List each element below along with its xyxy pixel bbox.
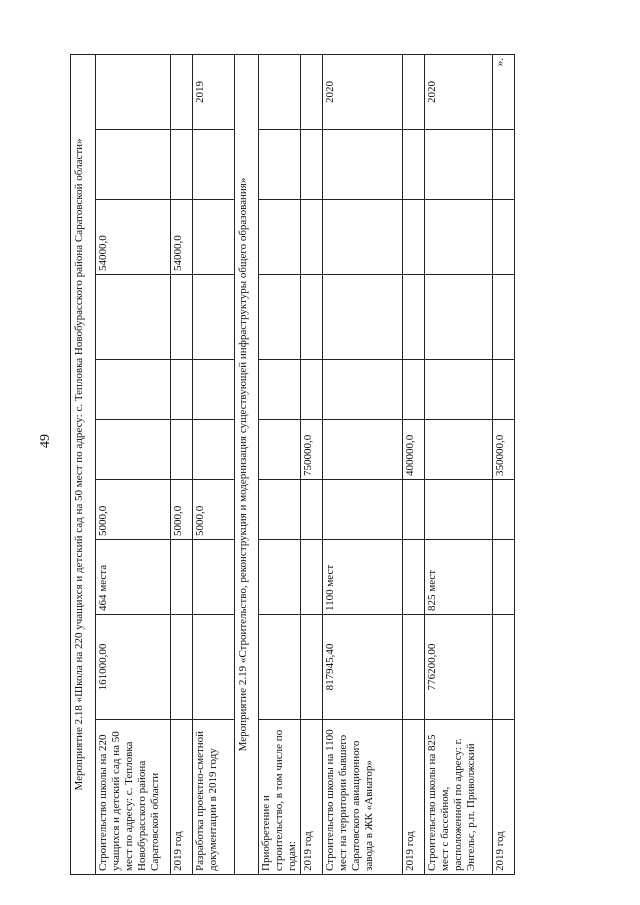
s1-row1-v2: 54000,0 [95,200,170,275]
s2-row2-v: 750000,0 [301,420,323,480]
s1-row3-name: Разработка проектно-сметной документации в 2019 году [192,720,234,875]
section1-header: Мероприятие 2.18 «Школа на 220 учащихся и детский сад на 50 мест по адресу: с. Тепловка Новобурасского района Саратовской области» [71,54,96,874]
s2-row5-cost: 776200,00 [425,615,493,720]
s2-row3-cost: 817945,40 [323,615,403,720]
s1-row1-v1: 5000,0 [95,480,170,540]
rotated-table-container [70,55,515,875]
budget-table [70,54,515,875]
s2-row5-year: 2020 [425,54,493,129]
s2-row4-v: 400000,0 [403,420,425,480]
s2-row3-name: Строительство школы на 1100 мест на территории бывшего Саратовского авиационного завода в ЖК «Авиатор» [323,720,403,875]
s2-row2-name: 2019 год [301,720,323,875]
s1-row1-name: Строительство школы на 220 учащихся и детский сад на 50 мест по адресу: с. Тепловка Новобурасского района Саратовской области [95,720,170,875]
s1-row3-v1: 5000,0 [192,480,234,540]
s1-row3-year: 2019 [192,54,234,129]
s2-row6-end-mark: ». [493,54,515,129]
s1-row1-capacity: 464 места [95,540,170,615]
s1-row2-name: 2019 год [170,720,192,875]
page-number: 49 [38,434,53,448]
s2-row5-capacity: 825 мест [425,540,493,615]
s2-row4-name: 2019 год [403,720,425,875]
s1-row2-v1: 5000,0 [170,480,192,540]
s2-row5-name: Строительство школы на 825 мест с бассейном, расположенной по адресу: г. Энгельс, р.п. Приволжский [425,720,493,875]
s2-row3-capacity: 1100 мест [323,540,403,615]
s2-row6-name: 2019 год [493,720,515,875]
s1-row1-cost: 161000,00 [95,615,170,720]
s2-row6-v: 350000,0 [493,420,515,480]
section2-header: Мероприятие 2.19 «Строительство, реконструкция и модернизация существующей инфраструктуры общего образования» [234,54,259,874]
s1-row2-v2: 54000,0 [170,200,192,275]
s2-row1-name: Приобретение и строительство, в том числе по годам: [259,720,301,875]
s2-row3-year: 2020 [323,54,403,129]
